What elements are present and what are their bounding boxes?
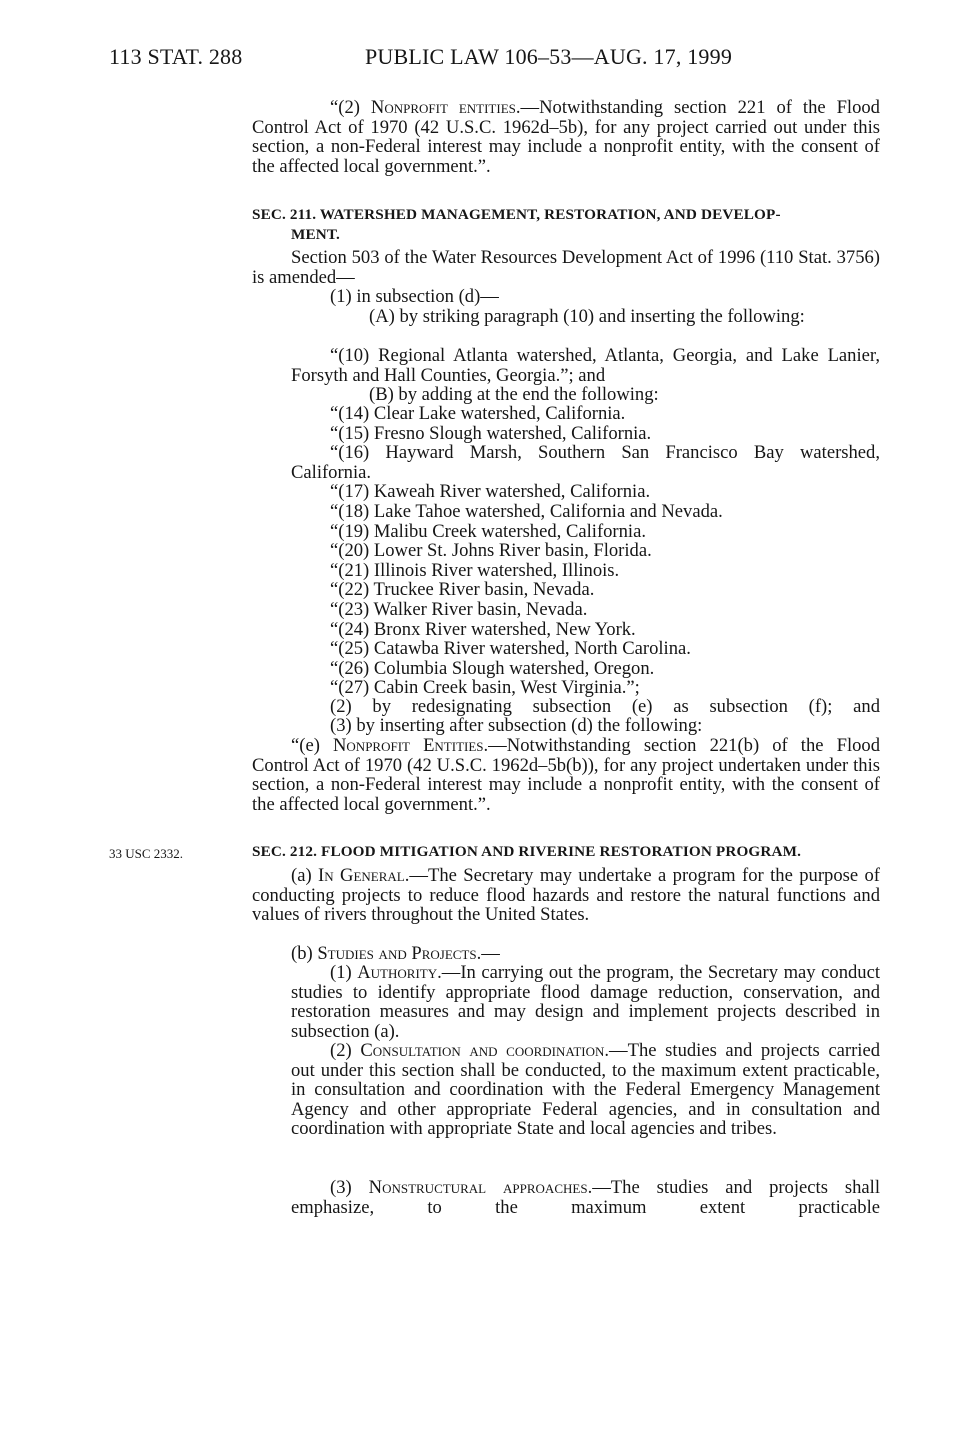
- item-b: (B) by adding at the end the following:: [369, 384, 659, 405]
- paragraph-10: “(10) Regional Atlanta watershed, Atlanta, Georgia, and Lake Lanier, Forsyth and Hall Counties, Georgia.”; and: [291, 345, 880, 386]
- list-item: “(20) Lower St. Johns River basin, Florida.: [330, 540, 652, 562]
- list-item: “(23) Walker River basin, Nevada.: [330, 598, 588, 620]
- margin-note-usc: 33 USC 2332.: [109, 846, 184, 861]
- list-item: “(15) Fresno Slough watershed, California.: [330, 422, 652, 444]
- list-item: “(16) Hayward Marsh, Southern San Francisco Bay watershed, California.: [291, 442, 880, 483]
- list-item: “(24) Bronx River watershed, New York.: [330, 618, 636, 640]
- list-item: “(27) Cabin Creek basin, West Virginia.”;: [330, 677, 640, 699]
- subsection-b: (b) Studies and Projects.—: [291, 943, 500, 964]
- section-212-heading: SEC. 212. FLOOD MITIGATION AND RIVERINE RESTORATION PROGRAM.: [252, 843, 802, 860]
- caption-nonprofit-entities: Nonprofit entities: [370, 97, 516, 118]
- paragraph-b2: (2) Consultation and coordination.—The studies and projects carried out under this section shall be conducted, to the maximum extent practicable, in consultation and coordination with the Federal Emergency Management Agency and other appropriate Federal agencies, and in consultation and coordination with appropriate State and local agencies and tribes.: [291, 1040, 880, 1140]
- caption-nonstructural-approaches: Nonstructural approaches: [368, 1177, 588, 1198]
- list-item: “(14) Clear Lake watershed, California.: [330, 403, 626, 424]
- item-2: (2) by redesignating subsection (e) as subsection (f); and: [330, 696, 880, 717]
- paragraph-b1: (1) Authority.—In carrying out the program, the Secretary may conduct studies to identify appropriate flood damage reduction, conservation, and restoration measures and may design and implement projects described in subsection (a).: [291, 962, 880, 1042]
- section-211-heading: SEC. 211. WATERSHED MANAGEMENT, RESTORATION, AND DEVELOP- MENT.: [252, 206, 781, 243]
- caption-authority: Authority: [357, 962, 438, 983]
- caption-studies-and-projects: Studies and Projects: [317, 943, 477, 964]
- list-item: “(21) Illinois River watershed, Illinois.: [330, 559, 620, 581]
- list-item: “(17) Kaweah River watershed, California.: [330, 481, 651, 503]
- page-citation: 113 STAT. 288: [109, 44, 243, 69]
- item-a: (A) by striking paragraph (10) and inserting the following:: [369, 306, 805, 327]
- section-211-intro: Section 503 of the Water Resources Development Act of 1996 (110 Stat. 3756) is amended—: [252, 247, 880, 288]
- list-item: “(25) Catawba River watershed, North Carolina.: [330, 638, 691, 660]
- list-item: “(22) Truckee River basin, Nevada.: [330, 579, 595, 601]
- item-3: (3) by inserting after subsection (d) the following:: [330, 715, 703, 736]
- paragraph-b3: (3) Nonstructural approaches.—The studies and projects shall emphasize, to the maximum extent practicable: [291, 1177, 880, 1218]
- running-head: PUBLIC LAW 106–53—AUG. 17, 1999: [365, 44, 733, 69]
- caption-nonprofit-entities-e: Nonprofit Entities: [332, 735, 484, 756]
- caption-consultation-and-coordination: Consultation and coordination: [360, 1040, 605, 1061]
- subsection-e: “(e) Nonprofit Entities.—Notwithstanding section 221(b) of the Flood Control Act of 1970 (42 U.S.C. 1962d–5b(b)), for any project undertaken under this section, a non-Federal interest may include a nonprofit entity, with the consent of the affected local government.”.: [252, 735, 880, 815]
- watershed-list: [252, 404, 880, 698]
- list-item: “(19) Malibu Creek watershed, California.: [330, 520, 646, 542]
- list-item: “(18) Lake Tahoe watershed, California and Nevada.: [330, 500, 723, 522]
- subsection-a: (a) In General.—The Secretary may undertake a program for the purpose of conducting projects to reduce flood hazards and restore the natural functions and values of rivers throughout the United States.: [252, 865, 880, 926]
- caption-in-general: In General: [318, 865, 405, 886]
- paragraph-nonprofit-entities: “(2) Nonprofit entities.—Notwithstanding section 221 of the Flood Control Act of 1970 (42 U.S.C. 1962d–5b), for any project carried out under this section, a non-Federal interest may include a nonprofit entity, with the consent of the affected local government.”.: [252, 97, 880, 177]
- list-item: “(26) Columbia Slough watershed, Oregon.: [330, 657, 655, 679]
- item-1: (1) in subsection (d)—: [330, 286, 499, 307]
